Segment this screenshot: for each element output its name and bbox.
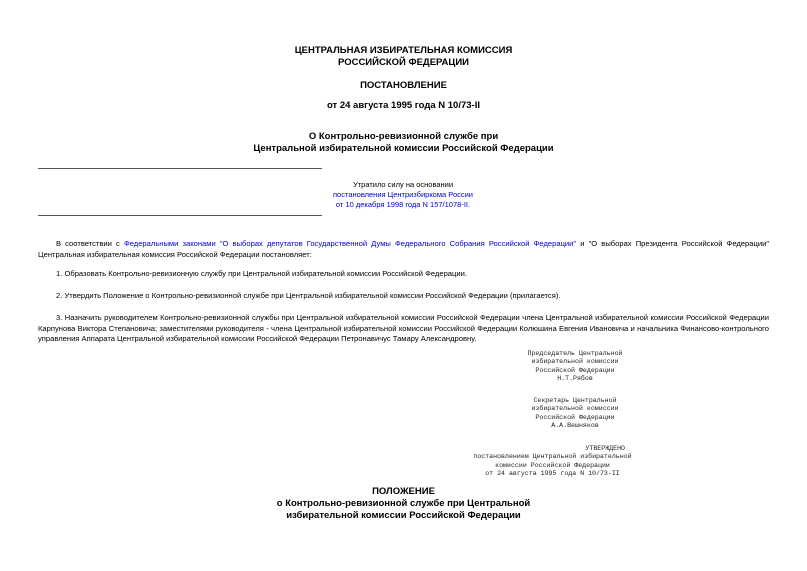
loss-of-force-note (322, 180, 484, 210)
organization-name (0, 45, 807, 69)
subject-line-2: Центральной избирательной комиссии Российской Федерации (253, 143, 554, 154)
item-2: 2. Утвердить Положение о Контрольно-ревизионной службе при Центральной избирательной комиссии Российской Федерации (прилагается). (56, 291, 561, 300)
approved-line-2: постановлением Центральной избирательной (473, 453, 632, 461)
secretary-line-3: Российской Федерации (535, 413, 615, 421)
divider-bottom (38, 215, 322, 216)
doc-subject (0, 131, 807, 155)
chairman-line-3: Российской Федерации (535, 366, 615, 374)
org-line-2: РОССИЙСКОЙ ФЕДЕРАЦИИ (337, 57, 469, 68)
loss-of-force-text: Утратило силу на основании (352, 180, 454, 189)
regulation-line-2: избирательной комиссии Российской Федерации (286, 510, 521, 521)
preamble-paragraph (38, 239, 769, 260)
regulation-line-1: о Контрольно-ревизионной службе при Центральной (276, 498, 531, 509)
subject-line-1: О Контрольно-ревизионной службе при (308, 131, 499, 142)
secretary-name: А.А.Вешняков (551, 422, 599, 430)
preamble-prefix: В соответствии с (56, 239, 124, 248)
doc-type: ПОСТАНОВЛЕНИЕ (360, 80, 447, 91)
approved-line-3: комиссии Российской Федерации (495, 461, 610, 469)
regulation-title: ПОЛОЖЕНИЕ (372, 486, 435, 497)
chairman-name: Н.Т.Рябов (557, 375, 593, 383)
loss-of-force-link-2[interactable]: от 10 декабря 1998 года N 157/1078-II. (335, 200, 471, 209)
approved-line-4: от 24 августа 1995 года N 10/73-II (485, 470, 620, 478)
doc-date-number: от 24 августа 1995 года N 10/73-II (326, 100, 480, 111)
loss-of-force-link-1[interactable]: постановления Центризбиркома России (333, 190, 473, 199)
secretary-signature (500, 397, 650, 431)
federal-laws-link[interactable]: Федеральными законами "О выборах депутатов Государственной Думы Федерального Собрания Российской Федерации" (123, 239, 577, 248)
preamble-suffix: и "О выборах Президента Российской Федерации" Центральная избирательная комиссия Российской Федерации постановляет: (38, 239, 770, 259)
divider-top (38, 168, 322, 169)
approved-line-1: УТВЕРЖДЕНО (585, 445, 625, 452)
secretary-line-1: Секретарь Центральной (533, 397, 617, 404)
chairman-signature (500, 350, 650, 384)
secretary-line-2: избирательной комиссии (531, 405, 619, 413)
chairman-line-2: избирательной комиссии (531, 358, 619, 366)
regulation-subject (0, 498, 807, 522)
approval-stamp (445, 445, 660, 479)
chairman-line-1: Председатель Центральной (527, 350, 623, 357)
item-1: 1. Образовать Контрольно-ревизионную службу при Центральной избирательной комиссии Российской Федерации. (56, 269, 467, 278)
item-3: 3. Назначить руководителем Контрольно-ревизионной службы при Центральной избирательной комиссии Российской Федерации члена Центральной избирательной комиссии Российской Федерации Карпунова Виктора Степановича; заместителями руководителя - члена Центральной избирательной комиссии Российской Федерации Колюшина Евгения Ивановича и начальника Финансово-контрольного управления Аппарата Центральной избирательной комиссии Российской Федерации Петронавичус Тамару Александровну. (38, 313, 769, 343)
org-line-1: ЦЕНТРАЛЬНАЯ ИЗБИРАТЕЛЬНАЯ КОМИССИЯ (294, 45, 513, 56)
